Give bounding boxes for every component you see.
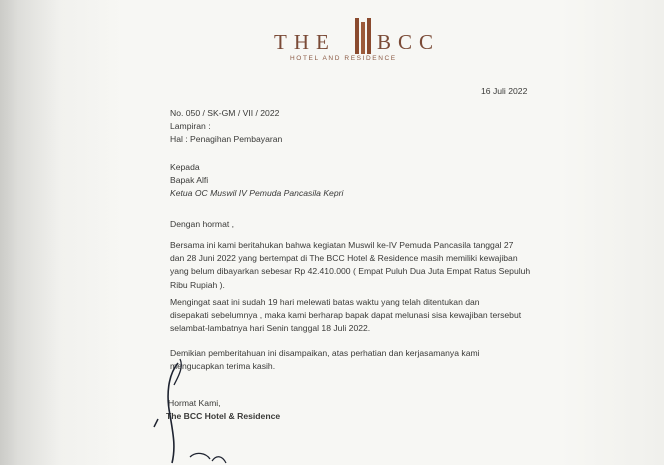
body-paragraph-3 xyxy=(170,347,550,373)
recipient-name: Bapak Alfi xyxy=(170,175,209,185)
letter-attachment: Lampiran : xyxy=(170,121,211,131)
letter-number: No. 050 / SK-GM / VII / 2022 xyxy=(170,108,280,118)
body-paragraph-1 xyxy=(170,239,550,292)
logo-subtitle: HOTEL AND RESIDENCE xyxy=(290,55,397,62)
paragraph-line: selambat-lambatnya hari Senin tanggal 18 Juli 2022. xyxy=(170,323,371,334)
body-paragraph-2 xyxy=(170,296,550,336)
logo-bcc-text: BCC xyxy=(377,30,441,54)
logo-mark-icon xyxy=(354,18,372,54)
paragraph-line: Ribu Rupiah ). xyxy=(170,279,225,290)
letter-date: 16 Juli 2022 xyxy=(481,86,528,96)
salutation: Dengan hormat , xyxy=(170,219,235,229)
paragraph-line: Demikian pemberitahuan ini disampaikan, atas perhatian dan kerjasamanya kami xyxy=(170,348,480,358)
paragraph-line: Mengingat saat ini sudah 19 hari melewati batas waktu yang telah ditentukan dan xyxy=(170,297,480,307)
recipient-title: Ketua OC Muswil IV Pemuda Pancasila Kepri xyxy=(170,188,344,198)
letter-subject: Hal : Penagihan Pembayaran xyxy=(170,134,283,144)
closing-company: The BCC Hotel & Residence xyxy=(166,411,281,421)
page-shadow xyxy=(0,0,124,465)
paragraph-line: yang belum dibayarkan sebesar Rp 42.410.000 ( Empat Puluh Dua Juta Empat Ratus Sepuluh xyxy=(170,266,531,277)
hotel-logo xyxy=(274,12,446,62)
logo-the-text: THE xyxy=(274,30,336,54)
recipient-to: Kepada xyxy=(170,162,200,172)
paragraph-line: mengucapkan terima kasih. xyxy=(170,361,276,372)
closing-regards: Hormat Kami, xyxy=(168,398,221,408)
paragraph-line: dan 28 Juni 2022 yang bertempat di The BCC Hotel & Residence masih memiliki kewajiban xyxy=(170,253,518,264)
paragraph-line: Bersama ini kami beritahukan bahwa kegiatan Muswil ke-IV Pemuda Pancasila tanggal 27 xyxy=(170,240,514,250)
paragraph-line: disepakati sebelumnya , maka kami berharap bapak dapat melunasi sisa kewajiban tersebut xyxy=(170,310,522,321)
